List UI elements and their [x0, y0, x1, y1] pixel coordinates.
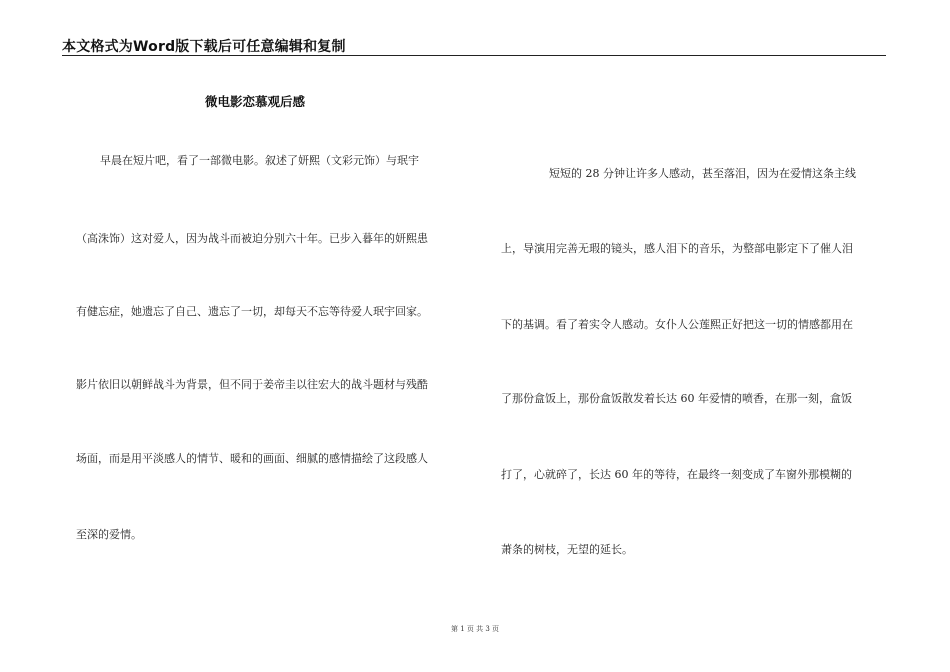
- document-title: 微电影恋慕观后感: [205, 94, 306, 109]
- left-paragraph-line: 场面，而是用平淡感人的情节、暖和的画面、细腻的感情描绘了这段感人: [76, 452, 428, 465]
- page-number-footer: 第 1 页 共 3 页: [450, 625, 500, 633]
- left-paragraph-line: 有健忘症，她遗忘了自己、遗忘了一切，却每天不忘等待爱人珉宇回家。: [76, 305, 428, 318]
- right-paragraph-line: 下的基调。看了着实令人感动。女仆人公莲熙正好把这一切的情感都用在: [501, 318, 853, 331]
- right-paragraph-line: 了那份盒饭上，那份盒饭散发着长达 60 年爱情的喷香，在那一刻，盒饭: [501, 392, 852, 405]
- left-paragraph-line: 至深的爱情。: [76, 528, 142, 541]
- right-paragraph-line: 短短的 28 分钟让许多人感动，甚至落泪，因为在爱情这条主线: [549, 167, 856, 180]
- header-divider: [62, 55, 886, 56]
- right-paragraph-line: 上，导演用完善无瑕的镜头，感人泪下的音乐，为整部电影定下了催人泪: [501, 242, 853, 255]
- document-header-notice: 本文格式为Word版下载后可任意编辑和复制: [62, 39, 346, 55]
- left-paragraph-line: （高洙饰）这对爱人，因为战斗而被迫分别六十年。已步入暮年的妍熙患: [76, 232, 428, 245]
- right-paragraph-line: 萧条的树枝，无望的延长。: [501, 543, 633, 556]
- right-paragraph-line: 打了，心就碎了，长达 60 年的等待，在最终一刻变成了车窗外那模糊的: [501, 468, 852, 481]
- left-paragraph-line: 影片依旧以朝鲜战斗为背景，但不同于姜帝圭以往宏大的战斗题材与残酷: [76, 378, 428, 391]
- left-paragraph-line: 早晨在短片吧，看了一部微电影。叙述了妍熙（文彩元饰）与珉宇: [100, 154, 419, 167]
